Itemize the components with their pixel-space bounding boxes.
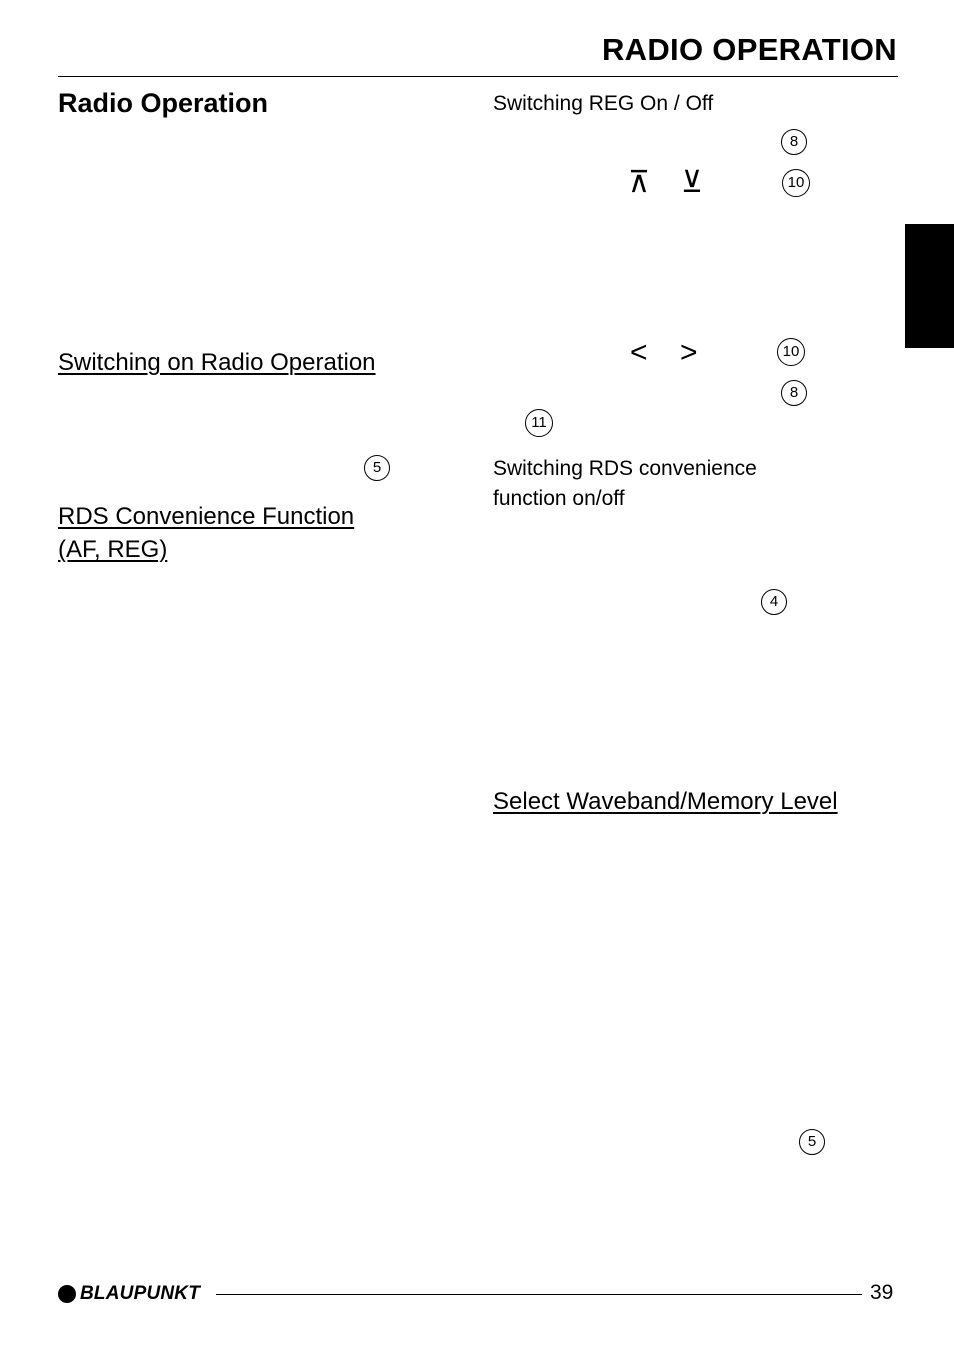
reference-number-5-left: 5 [364,455,390,481]
reference-number-10-a: 10 [782,169,810,197]
section-heading-radio-operation: Radio Operation [58,88,269,118]
arrow-right-icon: > [680,336,698,369]
heading-switching-reg: Switching REG On / Off [493,92,714,115]
brand-logo [58,1283,200,1305]
arrow-left-icon: < [630,336,648,369]
heading-select-waveband: Select Waveband/Memory Level [493,788,838,815]
page-number: 39 [870,1281,894,1304]
heading-rds-convenience-line1: RDS Convenience Function [58,503,355,530]
heading-rds-convenience-line2: (AF, REG) [58,536,168,563]
brand-dot-icon [58,1285,76,1303]
reference-number-5-right: 5 [799,1129,825,1155]
arrow-down-icon: ⊻ [681,166,703,199]
heading-rds-switch-line1: Switching RDS convenience [493,457,757,480]
reference-number-10-b: 10 [777,338,805,366]
arrow-up-icon: ⊼ [628,166,650,199]
reference-number-8-a: 8 [781,129,807,155]
language-tab-marker [905,224,954,348]
reference-number-4: 4 [761,589,787,615]
brand-name: BLAUPUNKT [80,1283,201,1304]
heading-rds-switch-line2: function on/off [493,487,625,510]
page-header-title: RADIO OPERATION [602,32,897,67]
footer-divider [216,1294,862,1295]
reference-number-8-b: 8 [781,380,807,406]
reference-number-11: 11 [525,409,553,437]
header-divider [58,76,898,77]
heading-switching-on-radio: Switching on Radio Operation [58,349,376,376]
